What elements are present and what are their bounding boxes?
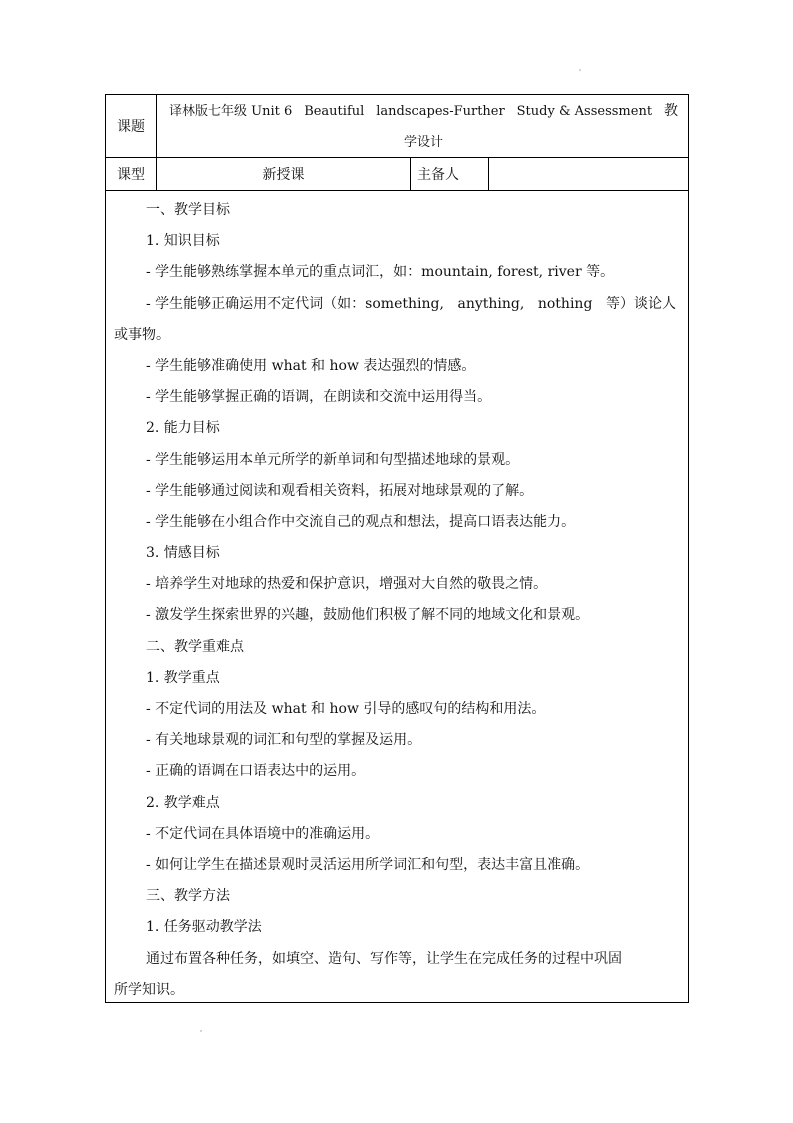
subsection-heading: 2. 能力目标	[146, 420, 220, 437]
list-item	[114, 289, 676, 320]
subsection-heading: 1. 知识目标	[146, 233, 220, 250]
list-item: - 如何让学生在描述景观时灵活运用所学词汇和句型，表达丰富且准确。	[146, 856, 590, 873]
title-part: landscapes-Further	[376, 104, 505, 119]
list-item: - 正确的语调在口语表达中的运用。	[146, 763, 366, 780]
list-item: - 培养学生对地球的热爱和保护意识，增强对大自然的敬畏之情。	[146, 576, 548, 593]
list-item: - 学生能够在小组合作中交流自己的观点和想法，提高口语表达能力。	[146, 513, 576, 530]
list-item: - 激发学生探索世界的兴趣，鼓励他们积极了解不同的地域文化和景观。	[146, 607, 590, 624]
subsection-heading: 3. 情感目标	[146, 545, 220, 562]
host-value	[489, 158, 688, 190]
title-row	[106, 95, 688, 158]
paragraph: 通过布置各种任务，如填空、造句、写作等，让学生在完成任务的过程中巩固	[146, 950, 622, 967]
title-part: 译林版七年级 Unit 6	[169, 104, 293, 119]
list-item-part: nothing	[537, 295, 593, 312]
list-item: - 有关地球景观的词汇和句型的掌握及运用。	[146, 732, 422, 749]
list-item-continuation: 或事物。	[114, 326, 170, 343]
list-item: - 学生能够通过阅读和观看相关资料，拓展对地球景观的了解。	[146, 482, 534, 499]
lesson-title	[157, 95, 688, 157]
host-label: 主备人	[411, 158, 489, 190]
type-label: 课型	[106, 158, 157, 190]
list-item-part: 等）谈论人	[605, 295, 676, 312]
list-item: - 不定代词在具体语境中的准确运用。	[146, 825, 380, 842]
subsection-heading: 1. 教学重点	[146, 669, 220, 686]
list-item: - 学生能够熟练掌握本单元的重点词汇，如：mountain, forest, river 等。	[146, 264, 615, 281]
type-row	[106, 158, 688, 191]
lesson-title-line2: 学设计	[403, 135, 443, 150]
list-item: - 学生能够掌握正确的语调，在朗读和交流中运用得当。	[146, 389, 492, 406]
list-item: - 学生能够运用本单元所学的新单词和句型描述地球的景观。	[146, 451, 520, 468]
bottom-speck	[200, 1030, 202, 1032]
title-label: 课题	[106, 95, 157, 157]
list-item-part: anything,	[457, 295, 525, 312]
top-speck	[579, 69, 581, 71]
section-heading: 三、教学方法	[146, 888, 230, 905]
lesson-type-value: 新授课	[157, 158, 411, 190]
title-part: Study & Assessment	[516, 104, 653, 119]
section-heading: 二、教学重难点	[146, 638, 244, 655]
title-part: 教	[663, 103, 678, 119]
title-part: Beautiful	[304, 104, 365, 119]
subsection-heading: 1. 任务驱动教学法	[146, 919, 262, 936]
lesson-title-line1	[169, 95, 678, 127]
list-item: - 不定代词的用法及 what 和 how 引导的感叹句的结构和用法。	[146, 701, 546, 717]
paragraph-continuation: 所学知识。	[114, 981, 184, 998]
lesson-plan-table	[105, 94, 689, 1003]
list-item-part: - 学生能够正确运用不定代词（如：something,	[146, 295, 444, 312]
section-heading: 一、教学目标	[146, 202, 230, 218]
list-item: - 学生能够准确使用 what 和 how 表达强烈的情感。	[146, 357, 476, 374]
subsection-heading: 2. 教学难点	[146, 794, 220, 811]
content-area	[106, 191, 688, 1006]
